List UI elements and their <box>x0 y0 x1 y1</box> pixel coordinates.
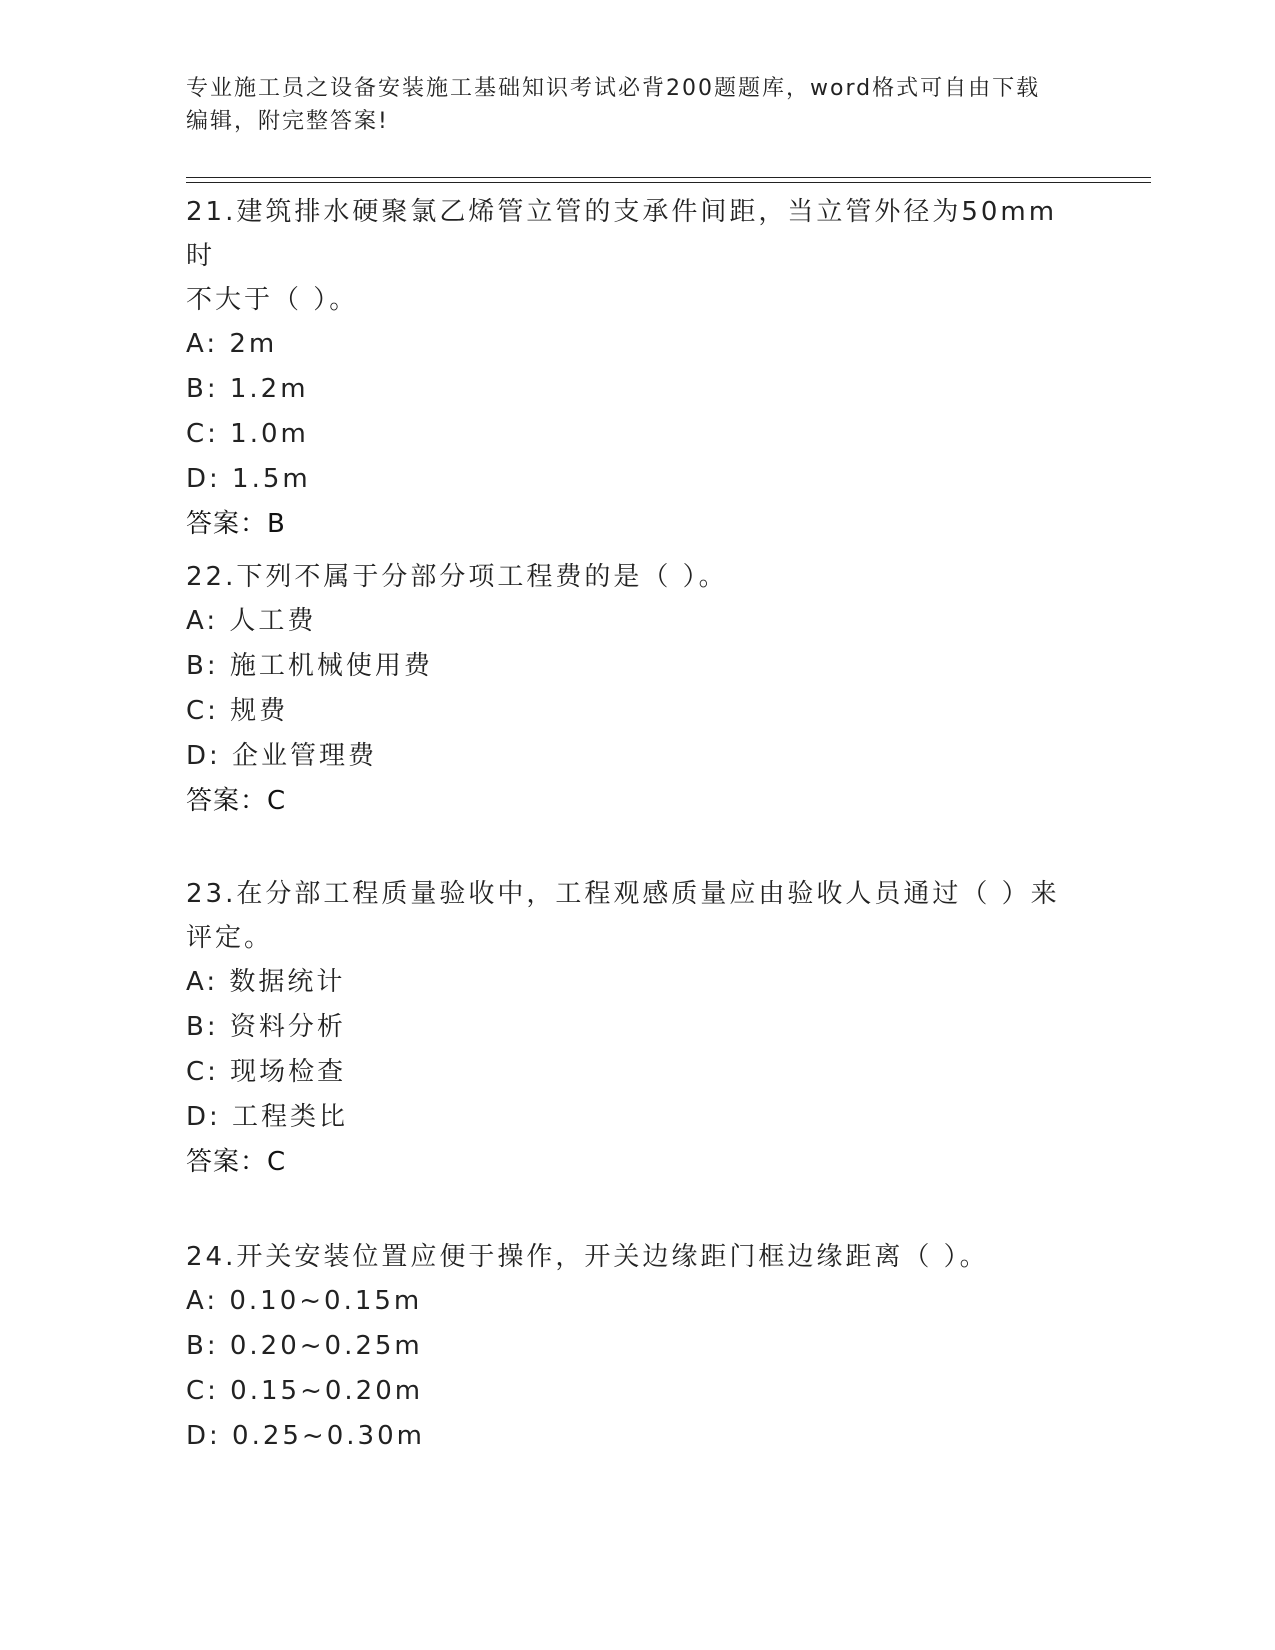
option-a: A: 0.10~0.15m <box>186 1286 423 1316</box>
option-b: B: 施工机械使用费 <box>186 651 433 681</box>
header-divider-bottom <box>186 182 1151 183</box>
question-23 <box>186 872 1086 1185</box>
document-header <box>186 72 1086 138</box>
option-c: C: 1.0m <box>186 419 309 449</box>
option-d: D: 0.25~0.30m <box>186 1421 425 1451</box>
header-title-line-2: 编辑，附完整答案! <box>186 109 389 134</box>
question-stem-line-1: 23.在分部工程质量验收中，工程观感质量应由验收人员通过（ ）来 <box>186 879 1060 909</box>
question-stem-line-2: 不大于（ ）。 <box>186 285 359 315</box>
question-21 <box>186 190 1086 547</box>
option-b: B: 资料分析 <box>186 1012 346 1042</box>
answer-line: 答案：C <box>186 786 287 816</box>
question-stem-line-2: 评定。 <box>186 923 274 953</box>
question-stem-line-1: 21.建筑排水硬聚氯乙烯管立管的支承件间距，当立管外径为50mm时 <box>186 197 1058 271</box>
answer-line: 答案：B <box>186 509 286 539</box>
option-d: D: 企业管理费 <box>186 741 378 771</box>
option-c: C: 现场检查 <box>186 1057 347 1087</box>
header-title-line-1: 专业施工员之设备安装施工基础知识考试必背200题题库，word格式可自由下载 <box>186 76 1041 101</box>
answer-line: 答案：C <box>186 1147 287 1177</box>
option-a: A: 人工费 <box>186 606 317 636</box>
option-c: C: 0.15~0.20m <box>186 1376 424 1406</box>
question-24 <box>186 1235 1086 1459</box>
question-stem-line-1: 24.开关安装位置应便于操作，开关边缘距门框边缘距离（ ）。 <box>186 1242 989 1272</box>
option-c: C: 规费 <box>186 696 289 726</box>
option-b: B: 0.20~0.25m <box>186 1331 423 1361</box>
question-stem-line-1: 22.下列不属于分部分项工程费的是（ ）。 <box>186 562 728 592</box>
question-22 <box>186 555 1086 824</box>
header-divider-top <box>186 177 1151 178</box>
option-b: B: 1.2m <box>186 374 309 404</box>
option-d: D: 工程类比 <box>186 1102 349 1132</box>
option-a: A: 数据统计 <box>186 967 346 997</box>
option-d: D: 1.5m <box>186 464 311 494</box>
option-a: A: 2m <box>186 329 278 359</box>
